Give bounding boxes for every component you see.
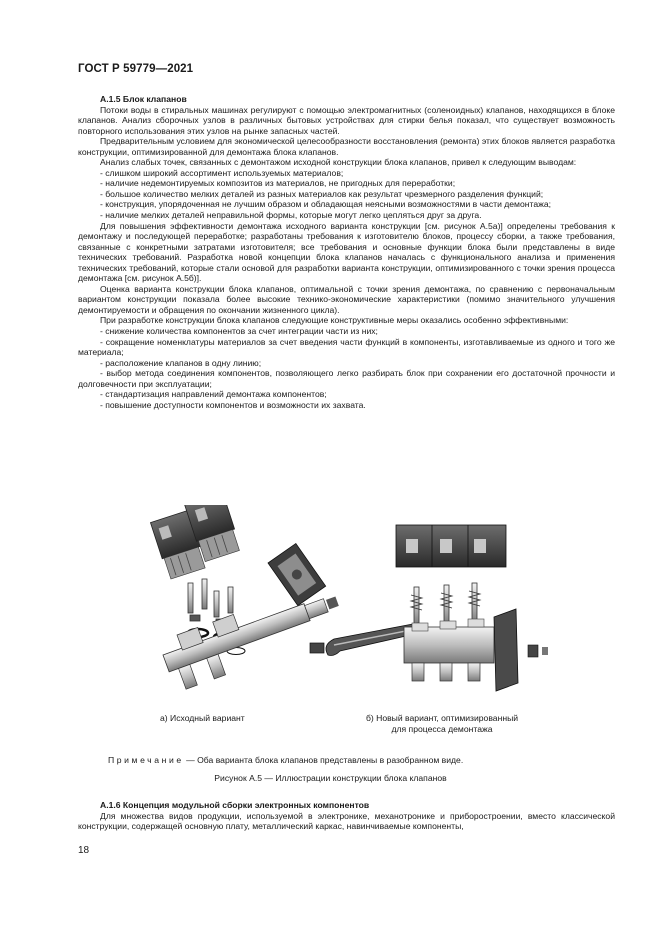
- note-text: — Оба варианта блока клапанов представлены в разобранном виде.: [183, 755, 464, 765]
- paragraph: При разработке конструкции блока клапанов следующие конструктивные меры оказались особенно эффективными:: [100, 315, 569, 326]
- original-variant-illustration: [148, 505, 348, 693]
- section-a16: [78, 800, 615, 832]
- list-item: - слишком широкий ассортимент используемых материалов;: [100, 167, 344, 178]
- paragraph: Для множества видов продукции, используемой в электронике, механотронике и приборостроении, вместо классической конструкции, содержащей основную плату, металлический каркас, навинчиваемые компоненты,: [78, 810, 615, 832]
- document-header: ГОСТ Р 59779—2021: [78, 63, 194, 75]
- page-number: 18: [78, 845, 90, 856]
- list-item: - выбор метода соединения компонентов, позволяющего легко разбирать блок при сохранении его достаточной прочности и долговечности при эксплуатации;: [78, 368, 615, 389]
- figure-caption-b: [346, 713, 538, 734]
- paragraph: Анализ слабых точек, связанных с демонтажом исходной конструкции блока клапанов, привел к следующим выводам:: [100, 157, 577, 168]
- list-item: - расположение клапанов в одну линию;: [100, 357, 262, 368]
- paragraph: Оценка варианта конструкции блока клапанов, оптимальной с точки зрения демонтажа, по сравнению с первоначальным вариантом конструкции показала более высокие технико-экономические характеристики (помимо значительного улучшения демонтируемости и обращения по окончании жизненного цикла).: [78, 283, 615, 315]
- valve-block-figure: [78, 505, 615, 715]
- list-item: - снижение количества компонентов за счет интеграции части из них;: [100, 326, 378, 337]
- figure-caption-b-line1: б) Новый вариант, оптимизированный: [365, 713, 519, 723]
- list-item: - большое количество мелких деталей из разных материалов как результат чрезмерного разделения функций;: [100, 188, 544, 199]
- section-heading: А.1.6 Концепция модульной сборки электронных компонентов: [100, 800, 370, 810]
- list-item: - наличие мелких деталей неправильной формы, которые могут легко цепляться друг за друга.: [100, 210, 482, 221]
- section-heading: А.1.5 Блок клапанов: [100, 94, 187, 104]
- figure-note: [108, 755, 463, 765]
- section-a15: [78, 94, 615, 410]
- paragraph: Предварительным условием для экономической целесообразности восстановления (ремонта) этих блоков является разработка конструкции, оптимизированной для демонтажа блока клапанов.: [78, 136, 615, 157]
- note-label: Примечание: [108, 755, 184, 765]
- figure-caption-b-line2: для процесса демонтажа: [391, 723, 493, 734]
- new-variant-illustration: [326, 525, 548, 691]
- paragraph: Для повышения эффективности демонтажа исходного варианта конструкции [см. рисунок А.5а)] определены требования к демонтажу и последующей переработке; разработаны требования к изготовителю блоков, процессу сборки, а также требования, связанные с конкретными затратами изготовителя; все требования и основные функции блока были представлены в виде технических требований. Разработка новой концепции блока клапанов началась с функционального анализа и применения технических требований, которые стали основой для разработки варианта конструкции, оптимизированного с точки зрения процесса демонтажа [см. рисунок А.5б)].: [78, 220, 615, 284]
- paragraph: Потоки воды в стиральных машинах регулируют с помощью электромагнитных (соленоидных) клапанов, находящихся в блоке клапанов. Анализ сборочных узлов в различных бытовых устройствах для стирки белья показал, что существует возможность повторного использования этих узлов на рынке запасных частей.: [78, 104, 615, 136]
- list-item: - наличие недемонтируемых композитов из материалов, не пригодных для переработки;: [100, 178, 456, 189]
- figure-title: Рисунок А.5 — Иллюстрации конструкции блока клапанов: [214, 773, 447, 783]
- list-item: - конструкция, упорядоченная не лучшим образом и обладающая неясными возможностями в части демонтажа;: [100, 199, 552, 210]
- list-item: - повышение доступности компонентов и возможности их захвата.: [100, 399, 366, 410]
- list-item: - сокращение номенклатуры материалов за счет введения части функций в компоненты, изготавливаемые из одного и того же материала;: [78, 336, 615, 358]
- list-item: - стандартизация направлений демонтажа компонентов;: [100, 389, 327, 400]
- figure-caption-a: а) Исходный вариант: [160, 713, 245, 723]
